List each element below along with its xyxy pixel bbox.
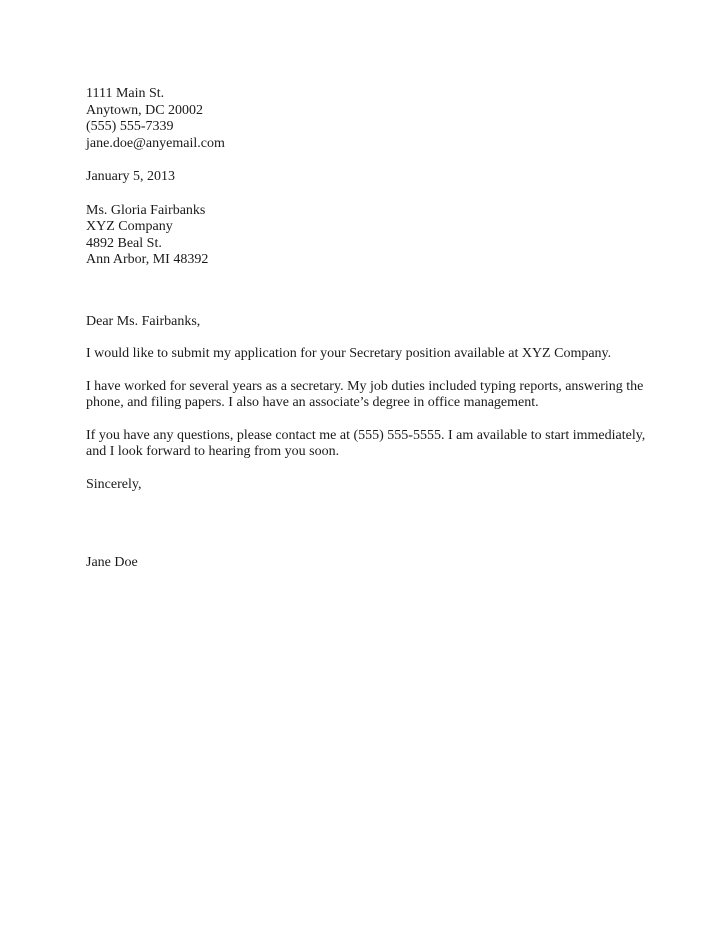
closing: [86, 477, 656, 494]
recipient-name: Ms. Gloria Fairbanks: [86, 202, 206, 218]
date-text: January 5, 2013: [86, 169, 176, 184]
sender-city-state-zip: Anytown, DC 20002: [86, 102, 204, 118]
recipient-company: XYZ Company: [86, 219, 173, 234]
salutation-text: Dear Ms. Fairbanks,: [86, 313, 201, 329]
body-paragraph-3: If you have any questions, please contact me at (555) 555-5555. I am available to start immediately, and I look forward to hearing from you soon.: [86, 427, 646, 459]
sender-street: 1111 Main St.: [86, 86, 165, 101]
body-paragraph-1: I would like to submit my application for your Secretary position available at XYZ Company.: [86, 346, 612, 361]
signature-name: Jane Doe: [86, 555, 138, 570]
cover-letter: [86, 86, 656, 572]
sender-phone: (555) 555-7339: [86, 119, 174, 134]
recipient-city-state-zip: Ann Arbor, MI 48392: [86, 252, 209, 267]
body-paragraph-2: I have worked for several years as a secretary. My job duties included typing reports, answering the phone, and filing papers. I also have an associate’s degree in office management.: [86, 378, 644, 410]
sender-address-block: [86, 86, 656, 152]
signature-block: [86, 555, 656, 572]
recipient-street: 4892 Beal St.: [86, 235, 162, 251]
sender-email: jane.doe@anyemail.com: [86, 135, 225, 151]
letter-date: [86, 169, 656, 186]
recipient-address-block: [86, 203, 656, 269]
salutation: [86, 314, 656, 331]
closing-text: Sincerely,: [86, 476, 142, 492]
